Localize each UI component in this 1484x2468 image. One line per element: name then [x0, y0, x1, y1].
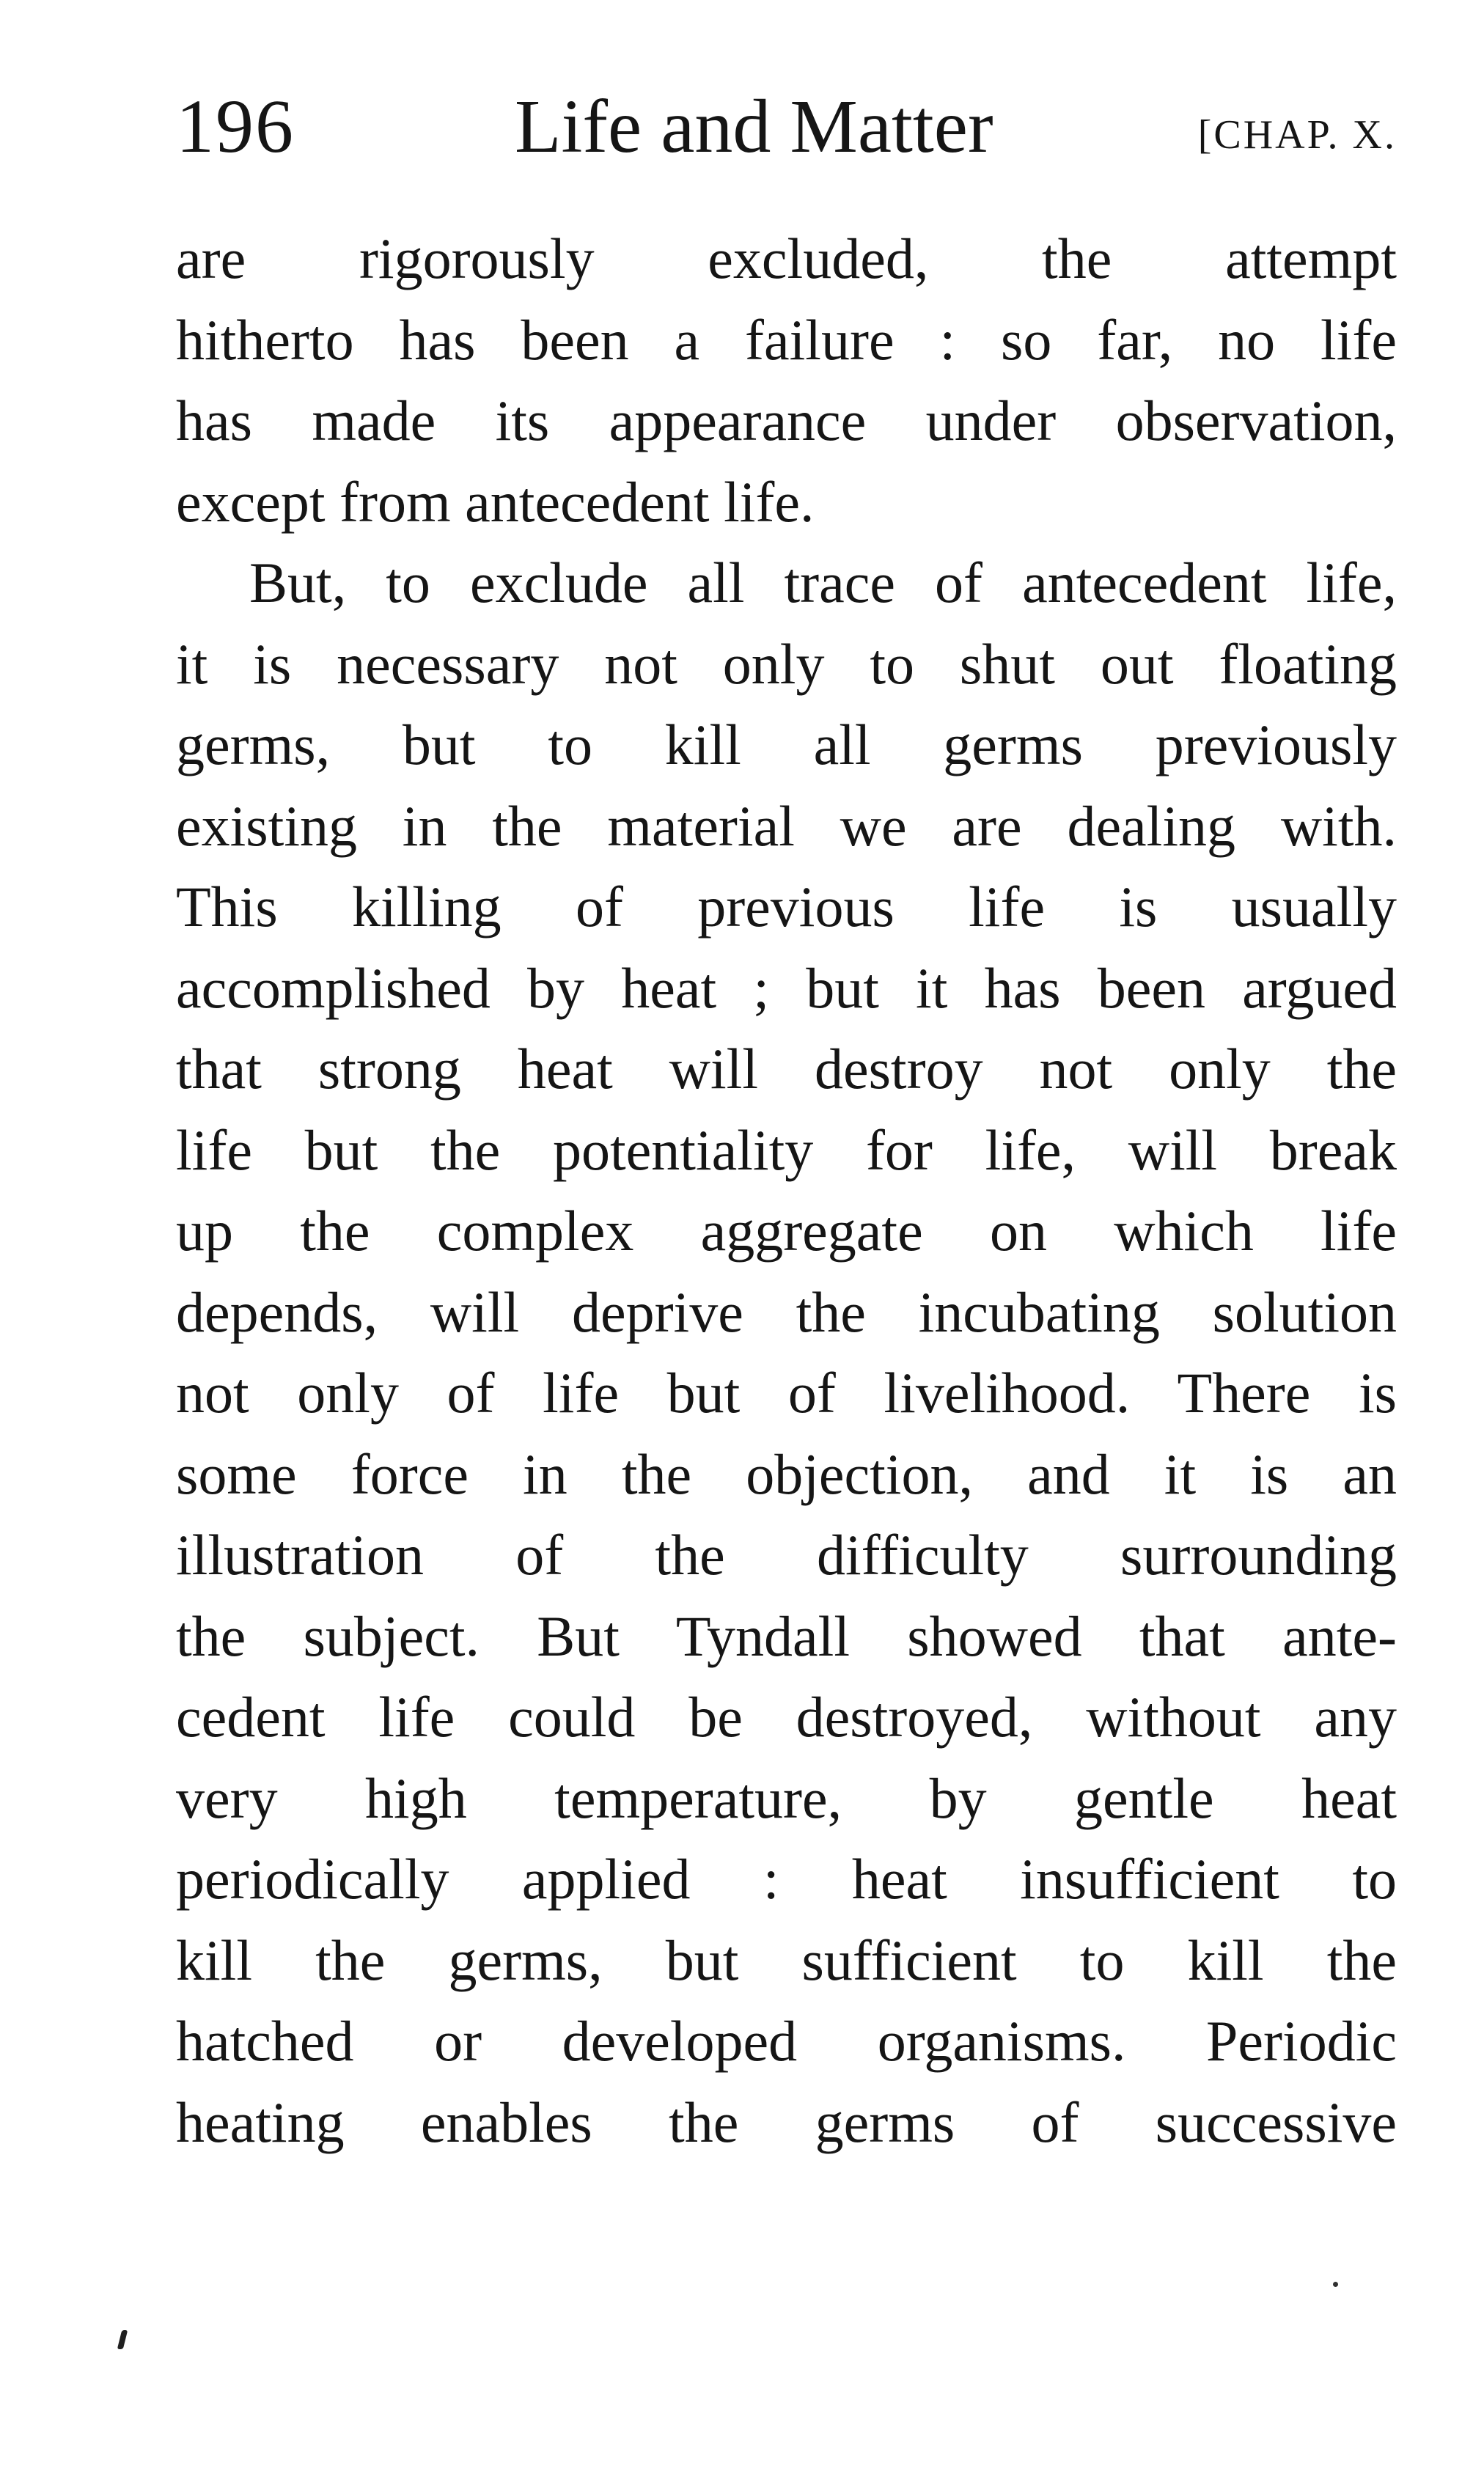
text-line: depends, will deprive the incubating solution	[176, 1279, 1397, 1344]
running-title: Life and Matter	[515, 84, 993, 169]
text-line: life but the potentiality for life, will break	[176, 1117, 1397, 1182]
text-line: it is necessary not only to shut out floating	[176, 631, 1397, 696]
text-line: that strong heat will destroy not only the	[176, 1037, 1397, 1101]
text-line: has made its appearance under observation,	[176, 389, 1397, 452]
text-line: hatched or developed organisms. Periodic	[176, 2009, 1397, 2073]
text-line: periodically applied : heat insufficient to	[176, 1847, 1397, 1911]
text-line: This killing of previous life is usually	[176, 875, 1397, 939]
text-line: But, to exclude all trace of antecedent life,	[249, 551, 1397, 614]
text-line: kill the germs, but sufficient to kill the	[176, 1928, 1397, 1992]
ink-mark	[117, 2330, 128, 2349]
running-head	[176, 79, 1397, 175]
text-line: germs, but to kill all germs previously	[176, 713, 1397, 776]
page-number: 196	[176, 84, 295, 169]
text-line: except from antecedent life.	[176, 469, 815, 534]
text-line: some force in the objection, and it is an	[176, 1441, 1397, 1506]
text-line: illustration of the difficulty surrounding	[176, 1523, 1397, 1587]
text-line: accomplished by heat ; but it has been argued	[176, 955, 1397, 1020]
text-line: heating enables the germs of successive	[176, 2090, 1397, 2154]
text-line: very high temperature, by gentle heat	[176, 1766, 1397, 1830]
chapter-reference: [CHAP. X.	[1197, 112, 1397, 158]
text-line: cedent life could be destroyed, without any	[176, 1685, 1397, 1749]
text-line: the subject. But Tyndall showed that ante-	[176, 1604, 1397, 1668]
body-text	[176, 218, 1397, 2163]
text-line: existing in the material we are dealing with.	[176, 793, 1397, 858]
text-line: are rigorously excluded, the attempt	[176, 227, 1397, 290]
text-line: hitherto has been a failure : so far, no life	[176, 307, 1397, 372]
text-line: not only of life but of livelihood. There is	[176, 1361, 1397, 1425]
text-line: up the complex aggregate on which life	[176, 1199, 1397, 1263]
ink-dot	[1333, 2282, 1338, 2287]
